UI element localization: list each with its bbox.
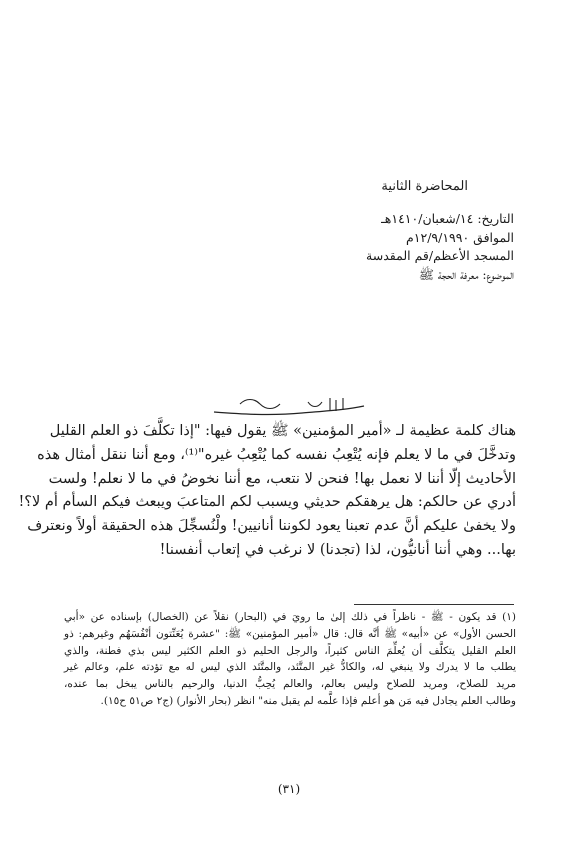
body-line: الأحاديث إلّا أننا لا نعمل بها! فنحن لا نتعب، مع أننا نخوضُ في ما لا نعلم! ولست xyxy=(48,470,516,487)
page-number: (٣١) xyxy=(277,782,301,796)
footnote-divider xyxy=(354,604,514,605)
footnote-line: مريد للصلاح، ومريد للصلاح وليس بعالم، والعالم يُحِبُّ الدنيا، والرحيم بالناس يبخل بما عنده، xyxy=(64,678,516,691)
footnote-block xyxy=(64,609,516,710)
footnote-line: يطلب ما لا يدرك ولا ينبغي له، والكادُّ غير المتَّئد، والمتَّئد الذي ليس له مع تؤدته علم، وعالم غير xyxy=(64,661,516,674)
footnote-line: العلم القليل يتكلَّف أن يُعلِّمَ الناس كثيراً، والرجل الحليم ذو العلم الكثير ليس بذي فطنة، والذي xyxy=(64,644,516,657)
footnote-line: الحسن الأول» عن «أبيه» ﷺ أنَّه قال: قال «أمير المؤمنين» ﷺ: "عشرة يُعَنِّتون أنْفُسَهُم وغيرهم: ذو xyxy=(64,627,516,640)
body-line: هناك كلمة عظيمة لـ «أمير المؤمنين» ﷺ يقول فيها: "إذا تكلَّفَ ذو العلم القليل xyxy=(49,423,516,439)
main-body-text xyxy=(18,420,516,563)
lecture-location: المسجد الأعظم/قم المقدسة xyxy=(366,248,514,263)
body-line: ولا يخفىٰ عليكم أنَّ عدم تعبنا يعود لكوننا أنانيين! ولْنُسجِّلَ هذه الحقيقة أولاً ونعترف xyxy=(27,518,516,535)
body-line: وتدخَّلَ في ما لا يعلم فإنه يُتْعِبُ نفسه كما يُتْعِبُ غيره"⁽¹⁾، ومع أننا ننقل أمثال هذه xyxy=(37,446,516,463)
lecture-date-gregorian: الموافق ١٢/٩/١٩٩٠م xyxy=(406,229,514,245)
footnote-line: (١) قد يكون - ﷺ - ناظراً في ذلك إلىٰ ما رويَ في (البحار) نقلاً عن (الخصال) بإسناده عن «أبي xyxy=(64,611,516,623)
body-line: أدري عن حالكم: هل يرهقكم حديثي ويسبب لكم المتاعبَ ويبعث فيكم السأم أم لا؟! xyxy=(18,494,516,511)
lecture-header xyxy=(214,178,514,284)
basmala-flourish-icon xyxy=(210,394,368,420)
footnote-line: وطالب العلم يجادل فيه مَن هو أعلم فإذا علَّمه لم يقبل منه" انظر (بحار الأنوار) (ج٢ ص٥١ ح١٥). xyxy=(100,694,516,707)
lecture-title: المحاضرة الثانية xyxy=(381,179,468,194)
basmala-calligraphy xyxy=(210,394,368,420)
lecture-topic: الموضوع: معرفة الحجة ﷺ xyxy=(418,266,514,282)
body-line: بها... وهي أننا أنانيُّون، لذا (تجدنا) لا نرغب في إتعاب أنفسنا! xyxy=(159,541,516,558)
lecture-date-hijri: التاريخ: ١٤/شعبان/١٤١٠هـ xyxy=(381,211,514,226)
